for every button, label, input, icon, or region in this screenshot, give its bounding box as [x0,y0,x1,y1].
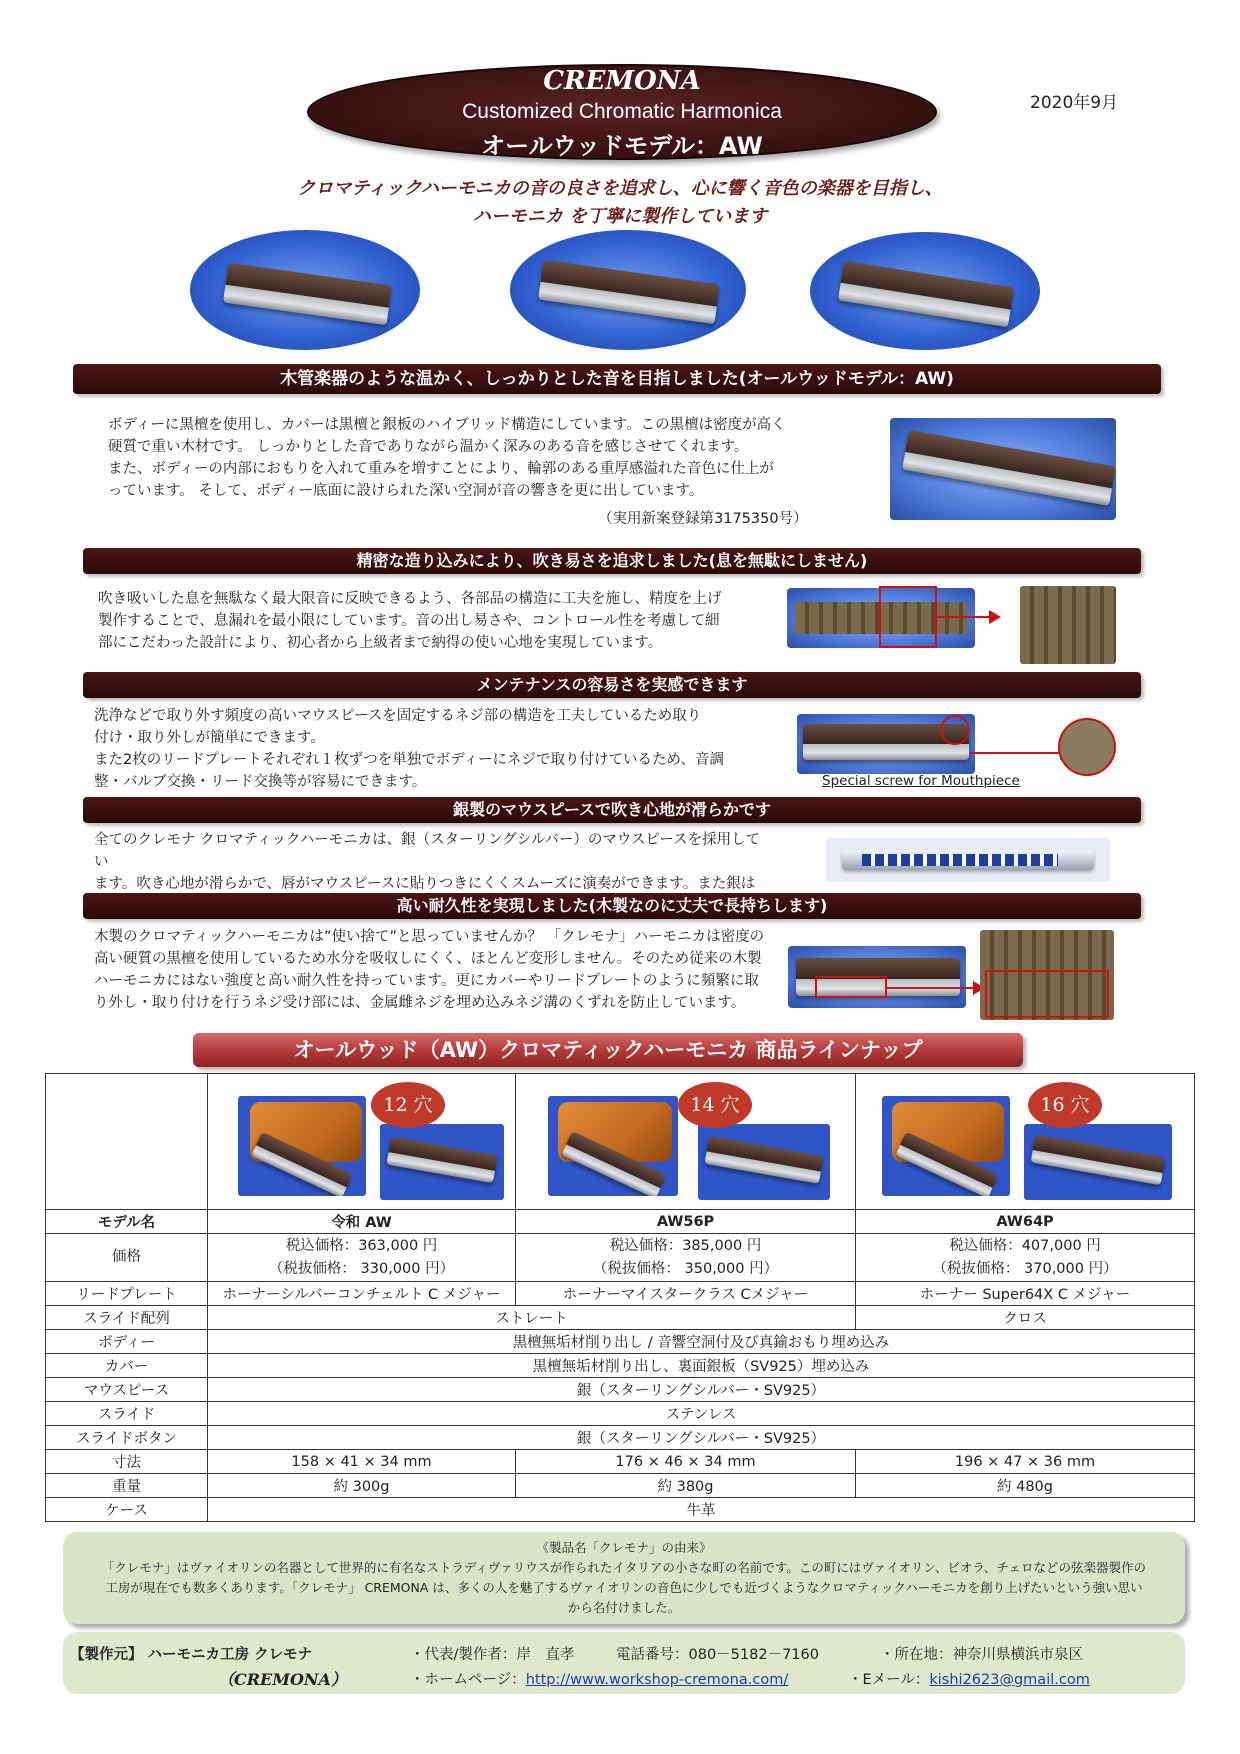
text-line: また2枚のリードプレートそれぞれ１枚ずつを単独でボディーにネジで取り付けているため、音調 [94,752,724,768]
table-cell: ストレート [208,1306,856,1330]
highlight-box [985,970,1109,1018]
text-line: 製作することで、息漏れを最小限にしています。音の出し易さや、コントロール性を考慮して細 [98,613,720,629]
price-incl: 税込価格：407,000 円 [949,1237,1101,1254]
table-cell: 176 × 46 × 34 mm [516,1450,856,1474]
table-row [46,1330,1195,1354]
date: 2020年9月 [1030,93,1119,113]
maker-email [848,1668,1090,1689]
table-cell: AW56P [516,1210,856,1234]
price-incl: 税込価格：363,000 円 [285,1237,438,1254]
harmonica-image [1031,1135,1166,1185]
harmonica-image [704,1136,823,1184]
text-line: 部にこだわった設計により、初心者から上級者まで納得の使い心地を実現しています。 [98,635,663,651]
tagline-line-1: クロマティックハーモニカの音の良さを追求し、心に響く音色の楽器を目指し、 [297,178,943,199]
text-line: 木製のクロマティックハーモニカは”使い捨て”と思っていませんか？ 「クレモナ」ハーモニカは密度の [94,929,765,945]
arrow-icon [989,610,1001,624]
maker-phone: 電話番号：080－5182－7160 [616,1647,819,1663]
table-cell: 158 × 41 × 34 mm [208,1450,516,1474]
mouthpiece-holes [862,854,1058,866]
table-row [46,1210,1195,1234]
table-row [46,1498,1195,1522]
table-row [46,1282,1195,1306]
table-cell: 約 300g [208,1474,516,1498]
spec-table [45,1073,1195,1522]
origin-text [70,1538,1178,1618]
photo-cell-14 [516,1074,856,1210]
row-label: モデル名 [46,1210,208,1234]
table-row [46,1474,1195,1498]
maker-representative: ・代表/製作者：岸 直孝 [410,1647,575,1663]
model-title: オールウッドモデル：AW [481,132,763,160]
harmonica-photo [698,1124,830,1200]
harmonica-image [223,263,392,326]
section-banner-maintenance: メンテナンスの容易さを実感できます [83,672,1141,698]
row-label: カバー [46,1354,208,1378]
table-cell: 銀（スターリングシルバー・SV925） [208,1378,1195,1402]
table-cell [856,1234,1195,1282]
harmonica-image [902,430,1116,506]
table-cell: ホーナー Super64X C メジャー [856,1282,1195,1306]
table-row [46,1426,1195,1450]
origin-line: 工房が現在でも数多くあります。「クレモナ」 CREMONA は、多くの人を魅了するヴァイオリンの音色に少しでも近づくようなクロマティックハーモニカを創り上げたいという強い思い [105,1580,1143,1595]
table-cell: 196 × 47 × 36 mm [856,1450,1195,1474]
text-line: 整・バルブ交換・リード交換等が容易にできます。 [94,774,427,790]
harmonica-photo [380,1124,504,1200]
text-line: また、ボディーの内部におもりを入れて重みを増すことにより、輪郭のある重厚感溢れた音色に仕上が [108,461,774,477]
origin-line: から名付けました。 [567,1600,681,1615]
highlight-circle [940,715,970,745]
photo-cell-12 [208,1074,516,1210]
row-label: スライドボタン [46,1426,208,1450]
table-cell [208,1234,516,1282]
price-excl: （税抜価格： 330,000 円） [268,1260,455,1277]
highlight-box [815,976,887,998]
hero-photo-2 [510,230,746,350]
table-row [46,1234,1195,1282]
table-row [46,1378,1195,1402]
text-line: 付け・取り外しが簡単にできます。 [94,730,325,746]
hole-badge-16: 16 穴 [1028,1082,1102,1128]
table-row [46,1450,1195,1474]
text-line: 高い硬質の黒檀を使用しているため水分を吸収しにくく、ほとんど変形しません。そのため従来の木製 [94,951,762,967]
table-cell: 令和 AW [208,1210,516,1234]
section-banner-durability: 高い耐久性を実現しました(木製なのに丈夫で長持ちします) [83,893,1141,919]
price-excl: （税抜価格： 370,000 円） [932,1260,1118,1277]
text-line: 吹き吸いした息を無駄なく最大限音に反映できるよう、各部品の構造に工夫を施し、精度を上げ [98,591,722,607]
table-cell: 黒檀無垢材削り出し / 音響空洞付及び真鍮おもり埋め込み [208,1330,1195,1354]
photo-cell-16 [856,1074,1195,1210]
case-photo [882,1096,1010,1196]
lineup-banner: オールウッド（AW）クロマティックハーモニカ 商品ラインナップ [193,1033,1023,1067]
hero-photo-1 [190,230,420,350]
maker-address: ・所在地：神奈川県横浜市泉区 [880,1647,1083,1663]
case-photo [548,1096,678,1196]
case-photo [238,1096,366,1196]
hole-badge-12: 12 穴 [371,1082,445,1128]
section-maintenance-text [94,705,774,793]
arrow-line [937,616,989,618]
harmonica-image [838,261,1014,327]
table-cell [46,1074,208,1210]
mouthpiece-caption: Special screw for Mouthpiece [822,773,1020,789]
table-cell: ホーナーマイスタークラス Cメジャー [516,1282,856,1306]
wood-model-photo [890,418,1116,520]
harmonica-image [386,1137,497,1183]
email-label: ・Eメール： [848,1672,930,1688]
table-cell: 約 480g [856,1474,1195,1498]
table-cell: 黒檀無垢材削り出し、裏面銀板（SV925）埋め込み [208,1354,1195,1378]
table-cell: クロス [856,1306,1195,1330]
header-subtitle: Customized Chromatic Harmonica [462,100,782,123]
highlight-box [879,586,937,648]
row-label: マウスピース [46,1378,208,1402]
row-label: ボディー [46,1330,208,1354]
row-label: ケース [46,1498,208,1522]
text-line: 全てのクレモナ クロマティックハーモニカは、銀（スターリングシルバー）のマウスピースを採用してい [94,832,761,870]
homepage-label: ・ホームページ： [410,1672,526,1688]
table-row [46,1306,1195,1330]
text-line: ます。吹き心地が滑らかで、唇がマウスピースに貼りつきにくくスムーズに演奏ができます。また銀は [94,876,756,892]
mouthpiece-image [842,850,1094,870]
price-incl: 税込価格：385,000 円 [609,1237,762,1254]
hero-photo-3 [810,232,1040,350]
utility-model-note: （実用新案登録第3175350号） [598,511,808,527]
section-precision-text [98,588,778,654]
maker-homepage [410,1668,788,1689]
table-cell: ホーナーシルバーコンチェルト C メジャー [208,1282,516,1306]
maker-brand: （CREMONA） [218,1670,347,1689]
text-line: り外し・取り付けを行うネジ受け部には、金属雌ネジを埋め込みネジ溝のくずれを防止しています。 [94,995,746,1011]
harmonica-image [538,260,720,324]
table-cell [516,1234,856,1282]
table-row [46,1402,1195,1426]
section-durability-text [94,926,774,1014]
section-banner-wood: 木管楽器のような温かく、しっかりとした音を目指しました(オールウッドモデル：AW) [73,364,1161,394]
tagline-line-2: ハーモニカ を丁寧に製作しています [472,206,768,227]
origin-title: 《製品名「クレモナ」の由来》 [536,1540,712,1555]
hole-badge-14: 14 穴 [678,1082,752,1128]
table-cell: 牛革 [208,1498,1195,1522]
row-label: スライド [46,1402,208,1426]
section-banner-precision: 精密な造り込みにより、吹き易さを追求しました(息を無駄にしません) [83,548,1141,574]
row-label: リードプレート [46,1282,208,1306]
section-banner-silver: 銀製のマウスピースで吹き心地が滑らかです [83,797,1141,823]
text-line: 洗浄などで取り外す頻度の高いマウスピースを固定するネジ部の構造を工夫しているため取り [94,708,702,724]
origin-line: 「クレモナ」はヴァイオリンの名器として世界的に有名なストラディヴァリウスが作られたイタリアの小さな町の名前です。この町にはヴァイオリン、ビオラ、チェロなどの弦楽器製作の [101,1560,1147,1575]
silver-mouthpiece-photo [826,838,1110,882]
section-wood-text [108,414,888,502]
brand-logo: CREMONA [543,66,701,96]
price-excl: （税抜価格： 350,000 円） [592,1260,779,1277]
row-label: スライド配列 [46,1306,208,1330]
screw-closeup-photo [1058,718,1116,776]
text-line: っています。 そして、ボディー底面に設けられた深い空洞が音の響きを更に出しています。 [108,483,704,499]
arrow-line [970,752,1062,754]
harmonica-photo [1024,1124,1172,1200]
homepage-link[interactable]: http://www.workshop-cremona.com/ [525,1672,789,1688]
table-row [46,1074,1195,1210]
table-cell: AW64P [856,1210,1195,1234]
row-label: 寸法 [46,1450,208,1474]
row-label: 価格 [46,1234,208,1282]
email-link[interactable]: kishi2623@gmail.com [929,1672,1090,1688]
text-line: ボディーに黒檀を使用し、カバーは黒檀と銀板のハイブリッド構造にしています。この黒檀は密度が高く [108,417,786,433]
text-line: 硬質で重い木材です。 しっかりとした音でありながら温かく深みのある音を感じさせてくれます。 [108,439,749,455]
row-label: 重量 [46,1474,208,1498]
maker-label: 【製作元】 ハーモニカ工房 クレモナ [70,1647,313,1663]
arrow-line [887,987,975,989]
table-row [46,1354,1195,1378]
precision-closeup-photo [1020,586,1116,664]
table-cell: 約 380g [516,1474,856,1498]
text-line: ハーモニカにはない強度と高い耐久性を持っています。更にカバーやリードプレートのように頻繁に取 [94,973,759,989]
table-cell: 銀（スターリングシルバー・SV925） [208,1426,1195,1450]
table-cell: ステンレス [208,1402,1195,1426]
